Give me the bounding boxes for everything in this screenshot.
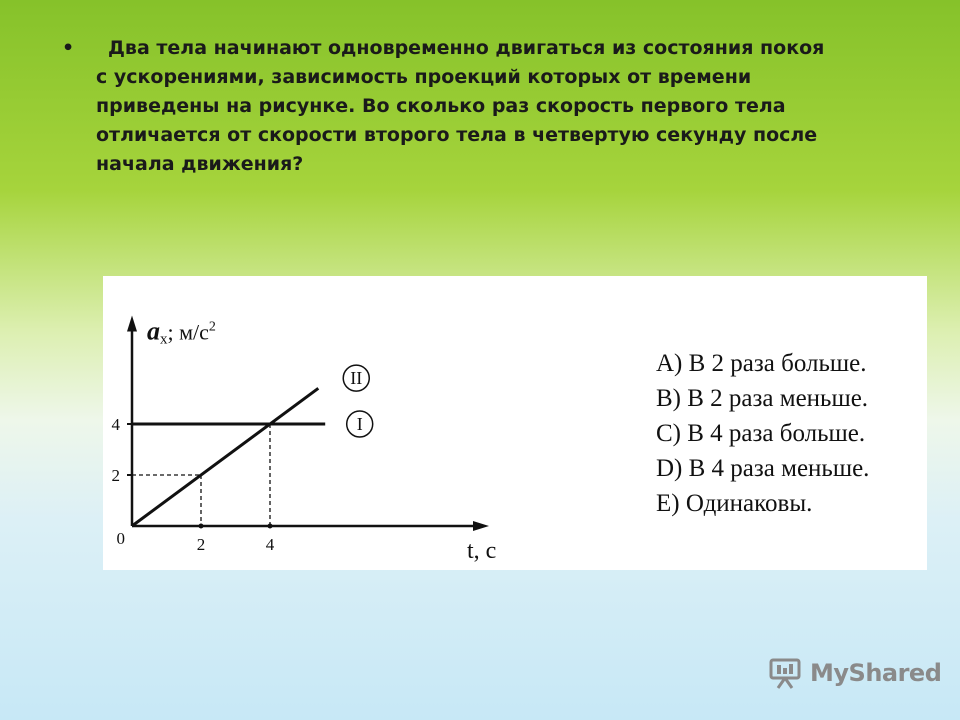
y-tick-label: 2: [111, 466, 120, 485]
x-tick-label: 2: [196, 535, 206, 554]
answer-option-a: A) В 2 раза больше.: [656, 350, 867, 377]
y-axis-arrow: [127, 315, 137, 331]
series-line-2: [132, 388, 318, 526]
series-label-2: II: [350, 368, 363, 389]
chart-series: [132, 388, 325, 526]
answer-option-b: B) В 2 раза меньше.: [656, 385, 869, 412]
answer-option-d: D) В 4 раза меньше.: [656, 455, 870, 482]
origin-label: 0: [116, 529, 125, 548]
answer-option-e: E) Одинаковы.: [656, 490, 813, 517]
watermark: [768, 655, 941, 691]
question-body: [96, 34, 912, 179]
question-line: начала движения?: [96, 153, 304, 175]
figure-panel: [103, 276, 927, 570]
bullet: •: [62, 37, 75, 59]
x-tick-label: 4: [265, 535, 275, 554]
answer-options: [656, 346, 869, 521]
x-axis-arrow: [473, 521, 489, 531]
question-line: Два тела начинают одновременно двигаться из состояния покоя: [108, 37, 825, 59]
series-label-1: I: [356, 414, 363, 434]
question-line: отличается от скорости второго тела в четвертую секунду после: [96, 124, 818, 146]
myshared-logo-icon: [768, 656, 804, 690]
acceleration-chart: [103, 276, 623, 570]
question-line: приведены на рисунке. Во сколько раз скорость первого тела: [96, 95, 786, 117]
question-line: с ускорениями, зависимость проекций которых от времени: [96, 66, 752, 88]
x-axis-label: t, с: [467, 538, 497, 564]
watermark-text: MyShared: [810, 659, 942, 687]
y-tick-label: 4: [111, 415, 120, 434]
y-axis-label: ax; $м/с^2$: [147, 316, 216, 348]
question-text: [62, 34, 912, 179]
answer-option-c: C) В 4 раза больше.: [656, 420, 866, 447]
